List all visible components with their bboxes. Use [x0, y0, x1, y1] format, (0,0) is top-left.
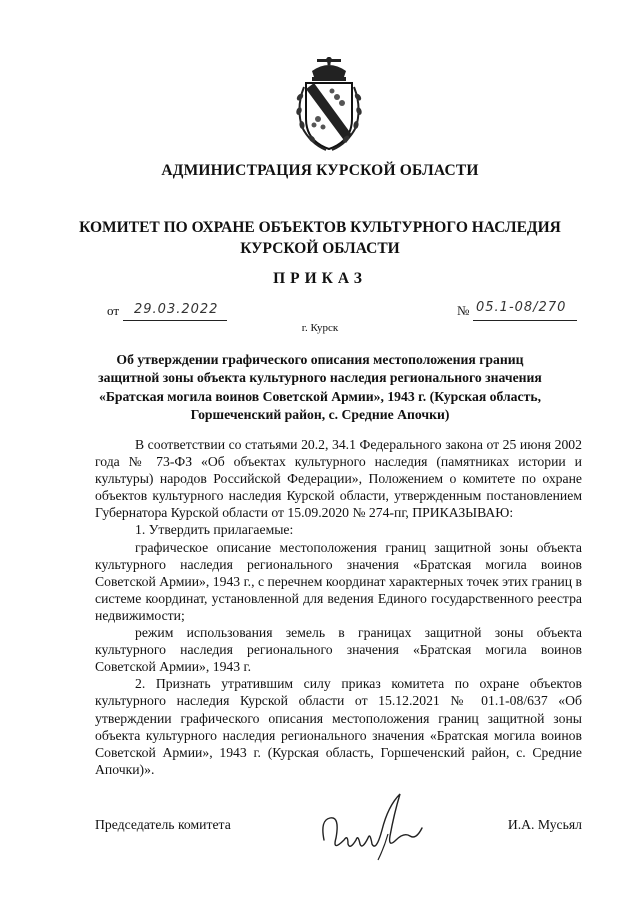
committee-title [0, 217, 640, 259]
signature-image [318, 790, 428, 864]
body-paragraph: режим использования земель в границах защитной зоны объекта культурного наследия регионального значения «Братская могила воинов Советской Армии», 1943 г. [95, 625, 582, 675]
city-label: г. Курск [301, 322, 339, 334]
number-label: № [457, 303, 470, 318]
number-underline [473, 320, 577, 321]
body-paragraph: 2. Признать утратившим силу приказ комитета по охране объектов культурного наследия Курской области от 15.12.2021 № 01.1-08/637 «Об утверждении графического описания местоположения границ защитной зоны объекта культурного наследия регионального значения «Братская могила воинов Советской Армии», 1943 г. (Курская область, Горшеченский район, с. Средние Апочки)». [95, 676, 582, 777]
body-paragraph: графическое описание местоположения границ защитной зоны объекта культурного наследия регионального значения «Братская могила воинов Советской Армии», 1943 г., с перечнем координат характерных точек этих границ в системе координат, установленной для ведения Единого государственного реестра недвижимости; [95, 539, 582, 623]
date-label: от [107, 303, 120, 318]
committee-title-line2: КУРСКОЙ ОБЛАСТИ [240, 240, 400, 257]
signatory-name: И.А. Мусьял [507, 817, 582, 832]
document-type: ПРИКАЗ [273, 270, 367, 287]
date-underline [123, 320, 227, 321]
coat-of-arms-icon [292, 57, 366, 151]
order-subject: Об утверждении графического описания местоположения границ защитной зоны объекта культурного наследия регионального значения «Братская могила воинов Советской Армии», 1943 г. (Курская область, Горшеченский район, с. Средние Апочки) [98, 352, 542, 422]
order-body [95, 436, 582, 778]
body-paragraph: 1. Утвердить прилагаемые: [135, 522, 294, 538]
signatory-position: Председатель комитета [95, 817, 231, 832]
date-value: 29.03.2022 [134, 302, 219, 317]
committee-title-line1: КОМИТЕТ ПО ОХРАНЕ ОБЪЕКТОВ КУЛЬТУРНОГО НАСЛЕДИЯ [79, 219, 561, 236]
number-value: 05.1-08/270 [476, 300, 567, 315]
body-paragraph: В соответствии со статьями 20.2, 34.1 Федерального закона от 25 июня 2002 года № 73-ФЗ «Об объектах культурного наследия (памятниках истории и культуры) народов Российской Федерации», Положением о комитете по охране объектов культурного наследия Курской области, утвержденным постановлением Губернатора Курской области от 15.09.2020 № 274-пг, ПРИКАЗЫВАЮ: [95, 437, 582, 521]
administration-title: АДМИНИСТРАЦИЯ КУРСКОЙ ОБЛАСТИ [161, 162, 479, 179]
